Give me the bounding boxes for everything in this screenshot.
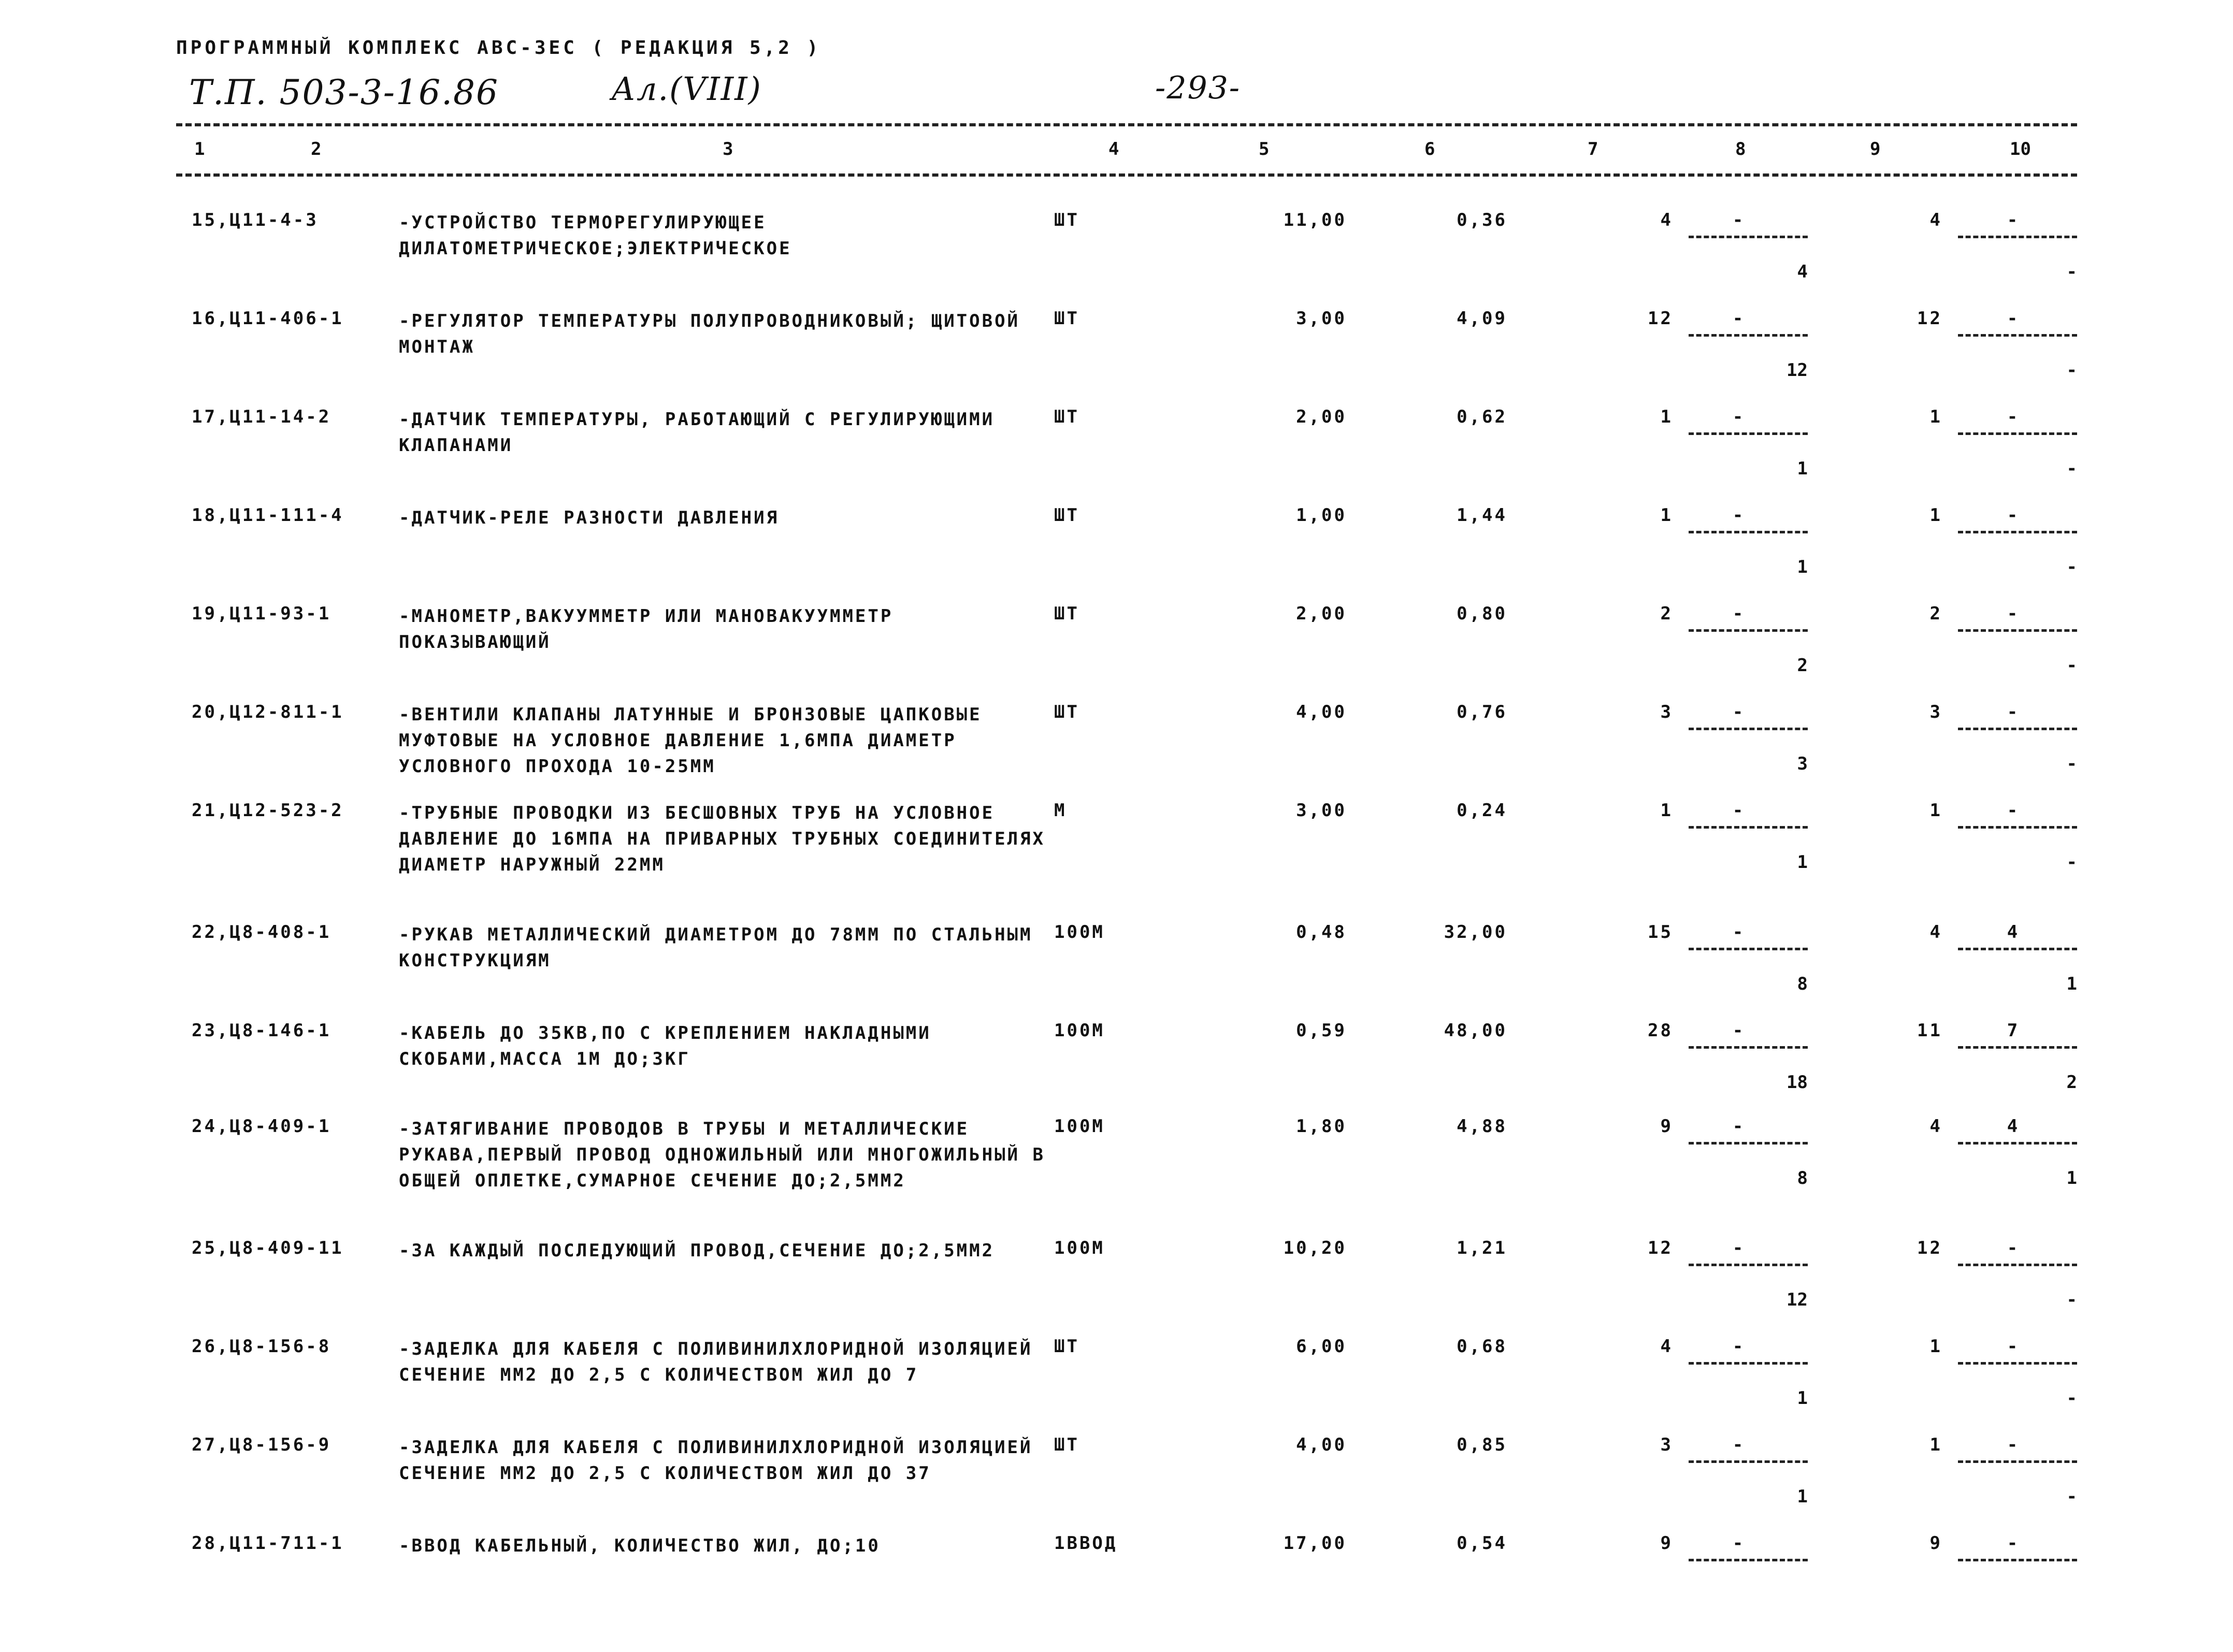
table-top-rule xyxy=(176,123,2077,126)
row-code: 19,Ц11-93-1 xyxy=(192,603,332,624)
col8-divider xyxy=(1689,948,1808,950)
col10-bottom: - xyxy=(2066,753,2077,774)
col8-divider xyxy=(1689,1559,1808,1561)
row-col6: 0,76 xyxy=(1457,702,1507,722)
col8-divider xyxy=(1689,826,1808,829)
col8-top: - xyxy=(1732,702,1744,722)
row-col5: 11,00 xyxy=(1283,210,1347,230)
column-header: 1 xyxy=(194,139,205,160)
column-header: 9 xyxy=(1870,139,1881,160)
row-col9: 1 xyxy=(1929,1336,1942,1357)
col8-top: - xyxy=(1732,505,1744,526)
row-code: 28,Ц11-711-1 xyxy=(192,1533,344,1554)
row-code: 24,Ц8-409-1 xyxy=(192,1116,332,1137)
col10-bottom: - xyxy=(2066,360,2077,381)
row-code: 18,Ц11-111-4 xyxy=(192,505,344,526)
col10-top: - xyxy=(2007,210,2018,230)
row-col7: 9 xyxy=(1660,1116,1673,1137)
col10-top: - xyxy=(2007,702,2018,722)
col8-bottom: 1 xyxy=(1797,852,1808,873)
col8-bottom: 1 xyxy=(1797,557,1808,577)
row-col5: 0,59 xyxy=(1296,1020,1347,1041)
col10-bottom: - xyxy=(2066,458,2077,479)
col8-divider xyxy=(1689,629,1808,632)
row-col5: 3,00 xyxy=(1296,800,1347,821)
col8-bottom: 8 xyxy=(1797,974,1808,994)
row-description: -ЗАДЕЛКА ДЛЯ КАБЕЛЯ С ПОЛИВИНИЛХЛОРИДНОЙ ИЗОЛЯЦИЕЙ СЕЧЕНИЕ ММ2 ДО 2,5 С КОЛИЧЕСТВОМ ЖИЛ ДО 7 xyxy=(399,1339,1033,1385)
col8-divider xyxy=(1689,1264,1808,1266)
row-col7: 15 xyxy=(1648,922,1673,943)
col10-top: - xyxy=(2007,1533,2018,1554)
row-col6: 0,62 xyxy=(1457,407,1507,427)
row-col5: 2,00 xyxy=(1296,407,1347,427)
col8-top: - xyxy=(1732,1434,1744,1455)
col10-bottom: - xyxy=(2066,655,2077,676)
col10-top: - xyxy=(2007,603,2018,624)
column-header: 4 xyxy=(1108,139,1119,160)
row-col6: 0,54 xyxy=(1457,1533,1507,1554)
row-code: 16,Ц11-406-1 xyxy=(192,308,344,329)
row-description: -УСТРОЙСТВО ТЕРМОРЕГУЛИРУЮЩЕЕ ДИЛАТОМЕТРИЧЕСКОЕ;ЭЛЕКТРИЧЕСКОЕ xyxy=(399,212,792,259)
row-col7: 4 xyxy=(1660,210,1673,230)
col8-bottom: 8 xyxy=(1797,1168,1808,1189)
column-header: 8 xyxy=(1735,139,1746,160)
col8-divider xyxy=(1689,1046,1808,1049)
col10-divider xyxy=(1958,1264,2077,1266)
col10-top: 4 xyxy=(2007,922,2018,943)
col10-divider xyxy=(1958,826,2077,829)
row-col7: 28 xyxy=(1648,1020,1673,1041)
col10-divider xyxy=(1958,432,2077,435)
row-description: -ВЕНТИЛИ КЛАПАНЫ ЛАТУННЫЕ И БРОНЗОВЫЕ ЦАПКОВЫЕ МУФТОВЫЕ НА УСЛОВНОЕ ДАВЛЕНИЕ 1,6МПА ДИАМЕТР УСЛОВНОГО ПРОХОДА 10-25ММ xyxy=(399,704,982,777)
col8-top: - xyxy=(1732,1533,1744,1554)
col8-divider xyxy=(1689,1460,1808,1463)
col10-bottom: - xyxy=(2066,262,2077,282)
row-description: -ДАТЧИК ТЕМПЕРАТУРЫ, РАБОТАЮЩИЙ С РЕГУЛИРУЮЩИМИ КЛАПАНАМИ xyxy=(399,409,995,456)
col10-divider xyxy=(1958,629,2077,632)
row-code: 27,Ц8-156-9 xyxy=(192,1434,332,1455)
row-code: 26,Ц8-156-8 xyxy=(192,1336,332,1357)
col10-bottom: - xyxy=(2066,1486,2077,1507)
row-col9: 12 xyxy=(1917,1238,1942,1258)
col8-divider xyxy=(1689,334,1808,337)
col10-bottom: - xyxy=(2066,1289,2077,1310)
row-code: 20,Ц12-811-1 xyxy=(192,702,344,722)
row-unit: 1ВВОД xyxy=(1054,1533,1118,1554)
col10-top: - xyxy=(2007,1336,2018,1357)
col8-bottom: 1 xyxy=(1797,458,1808,479)
program-header: ПРОГРАММНЫЙ КОМПЛЕКС АВС-ЗЕС ( РЕДАКЦИЯ 5,2 ) xyxy=(176,37,822,59)
row-col7: 3 xyxy=(1660,1434,1673,1455)
row-unit: 100М xyxy=(1054,922,1105,943)
row-unit: 100М xyxy=(1054,1020,1105,1041)
row-unit: М xyxy=(1054,800,1067,821)
row-col5: 17,00 xyxy=(1283,1533,1347,1554)
row-description: -РЕГУЛЯТОР ТЕМПЕРАТУРЫ ПОЛУПРОВОДНИКОВЫЙ; ЩИТОВОЙ МОНТАЖ xyxy=(399,311,1020,357)
row-col5: 10,20 xyxy=(1283,1238,1347,1258)
row-description: -КАБЕЛЬ ДО 35КВ,ПО С КРЕПЛЕНИЕМ НАКЛАДНЫМИ СКОБАМИ,МАССА 1М ДО;3КГ xyxy=(399,1023,931,1069)
row-col9: 3 xyxy=(1929,702,1942,722)
row-col5: 0,48 xyxy=(1296,922,1347,943)
row-unit: ШТ xyxy=(1054,603,1079,624)
row-description: -ТРУБНЫЕ ПРОВОДКИ ИЗ БЕСШОВНЫХ ТРУБ НА УСЛОВНОЕ ДАВЛЕНИЕ ДО 16МПА НА ПРИВАРНЫХ ТРУБНЫХ СОЕДИНИТЕЛЯХ ДИАМЕТР НАРУЖНЫЙ 22ММ xyxy=(399,803,1045,875)
column-header: 10 xyxy=(2010,139,2031,160)
col8-top: - xyxy=(1732,210,1744,230)
col8-bottom: 2 xyxy=(1797,655,1808,676)
row-col6: 4,09 xyxy=(1457,308,1507,329)
row-col5: 1,80 xyxy=(1296,1116,1347,1137)
row-col9: 11 xyxy=(1917,1020,1942,1041)
row-col9: 2 xyxy=(1929,603,1942,624)
col10-divider xyxy=(1958,948,2077,950)
row-description: -ЗА КАЖДЫЙ ПОСЛЕДУЮЩИЙ ПРОВОД,СЕЧЕНИЕ ДО;2,5ММ2 xyxy=(399,1240,995,1261)
col8-bottom: 3 xyxy=(1797,753,1808,774)
col8-divider xyxy=(1689,1362,1808,1365)
row-unit: 100М xyxy=(1054,1238,1105,1258)
row-description: -ЗАТЯГИВАНИЕ ПРОВОДОВ В ТРУБЫ И МЕТАЛЛИЧЕСКИЕ РУКАВА,ПЕРВЫЙ ПРОВОД ОДНОЖИЛЬНЫЙ ИЛИ МНОГОЖИЛЬНЫЙ В ОБЩЕЙ ОПЛЕТКЕ,СУМАРНОЕ СЕЧЕНИЕ ДО;2,5ММ2 xyxy=(399,1119,1045,1191)
col10-bottom: - xyxy=(2066,557,2077,577)
row-col7: 9 xyxy=(1660,1533,1673,1554)
row-col9: 4 xyxy=(1929,922,1942,943)
row-col7: 12 xyxy=(1648,308,1673,329)
row-code: 22,Ц8-408-1 xyxy=(192,922,332,943)
row-code: 25,Ц8-409-11 xyxy=(192,1238,344,1258)
row-unit: ШТ xyxy=(1054,702,1079,722)
col8-bottom: 1 xyxy=(1797,1486,1808,1507)
row-unit: ШТ xyxy=(1054,308,1079,329)
row-col7: 12 xyxy=(1648,1238,1673,1258)
col8-top: - xyxy=(1732,1336,1744,1357)
row-code: 21,Ц12-523-2 xyxy=(192,800,344,821)
col8-divider xyxy=(1689,531,1808,533)
row-col7: 1 xyxy=(1660,407,1673,427)
col8-top: - xyxy=(1732,800,1744,821)
row-col9: 12 xyxy=(1917,308,1942,329)
col10-divider xyxy=(1958,236,2077,238)
row-col9: 1 xyxy=(1929,1434,1942,1455)
row-col9: 1 xyxy=(1929,800,1942,821)
col10-divider xyxy=(1958,1046,2077,1049)
page-number: -293- xyxy=(1155,70,1241,106)
header-bottom-rule xyxy=(176,173,2077,177)
row-description: -ДАТЧИК-РЕЛЕ РАЗНОСТИ ДАВЛЕНИЯ xyxy=(399,508,780,528)
col10-divider xyxy=(1958,1559,2077,1561)
row-code: 17,Ц11-14-2 xyxy=(192,407,332,427)
col8-divider xyxy=(1689,1142,1808,1144)
col10-bottom: 1 xyxy=(2066,974,2077,994)
row-col5: 4,00 xyxy=(1296,702,1347,722)
row-code: 15,Ц11-4-3 xyxy=(192,210,319,230)
column-header: 3 xyxy=(723,139,733,160)
col8-top: - xyxy=(1732,308,1744,329)
row-col5: 3,00 xyxy=(1296,308,1347,329)
col8-top: - xyxy=(1732,922,1744,943)
row-col6: 0,68 xyxy=(1457,1336,1507,1357)
row-col6: 4,88 xyxy=(1457,1116,1507,1137)
row-unit: ШТ xyxy=(1054,210,1079,230)
col10-top: - xyxy=(2007,308,2018,329)
row-description: -ВВОД КАБЕЛЬНЫЙ, КОЛИЧЕСТВО ЖИЛ, ДО;10 xyxy=(399,1535,881,1556)
col8-top: - xyxy=(1732,603,1744,624)
col8-bottom: 1 xyxy=(1797,1388,1808,1409)
column-header: 5 xyxy=(1259,139,1270,160)
row-col7: 2 xyxy=(1660,603,1673,624)
col8-top: - xyxy=(1732,1238,1744,1258)
column-header: 2 xyxy=(311,139,322,160)
col10-bottom: 1 xyxy=(2066,1168,2077,1189)
col8-bottom: 18 xyxy=(1787,1072,1808,1093)
col8-top: - xyxy=(1732,1020,1744,1041)
col10-top: 7 xyxy=(2007,1020,2018,1041)
row-col6: 1,44 xyxy=(1457,505,1507,526)
row-col9: 1 xyxy=(1929,505,1942,526)
column-header: 7 xyxy=(1588,139,1598,160)
col8-divider xyxy=(1689,236,1808,238)
row-col5: 4,00 xyxy=(1296,1434,1347,1455)
col8-bottom: 4 xyxy=(1797,262,1808,282)
row-col9: 9 xyxy=(1929,1533,1942,1554)
row-code: 23,Ц8-146-1 xyxy=(192,1020,332,1041)
col10-top: - xyxy=(2007,1238,2018,1258)
row-col6: 0,85 xyxy=(1457,1434,1507,1455)
row-col5: 1,00 xyxy=(1296,505,1347,526)
col8-top: - xyxy=(1732,407,1744,427)
document-number: Т.П. 503-3-16.86 xyxy=(189,73,499,112)
row-col6: 48,00 xyxy=(1444,1020,1507,1041)
row-col7: 1 xyxy=(1660,505,1673,526)
row-col7: 4 xyxy=(1660,1336,1673,1357)
col10-top: - xyxy=(2007,1434,2018,1455)
row-col6: 0,80 xyxy=(1457,603,1507,624)
row-col6: 1,21 xyxy=(1457,1238,1507,1258)
col10-top: - xyxy=(2007,505,2018,526)
row-description: -РУКАВ МЕТАЛЛИЧЕСКИЙ ДИАМЕТРОМ ДО 78ММ ПО СТАЛЬНЫМ КОНСТРУКЦИЯМ xyxy=(399,924,1033,971)
col8-divider xyxy=(1689,432,1808,435)
row-col6: 32,00 xyxy=(1444,922,1507,943)
column-header: 6 xyxy=(1424,139,1435,160)
col10-divider xyxy=(1958,334,2077,337)
row-col9: 4 xyxy=(1929,1116,1942,1137)
row-col7: 3 xyxy=(1660,702,1673,722)
row-unit: ШТ xyxy=(1054,1434,1079,1455)
row-unit: ШТ xyxy=(1054,407,1079,427)
col10-divider xyxy=(1958,1362,2077,1365)
col8-top: - xyxy=(1732,1116,1744,1137)
col8-divider xyxy=(1689,728,1808,730)
album-number: Ал.(VIII) xyxy=(611,70,762,108)
col8-bottom: 12 xyxy=(1787,360,1808,381)
row-col9: 4 xyxy=(1929,210,1942,230)
row-col6: 0,36 xyxy=(1457,210,1507,230)
col10-bottom: - xyxy=(2066,1388,2077,1409)
row-unit: ШТ xyxy=(1054,505,1079,526)
col10-divider xyxy=(1958,531,2077,533)
col10-top: - xyxy=(2007,800,2018,821)
row-description: -ЗАДЕЛКА ДЛЯ КАБЕЛЯ С ПОЛИВИНИЛХЛОРИДНОЙ ИЗОЛЯЦИЕЙ СЕЧЕНИЕ ММ2 ДО 2,5 С КОЛИЧЕСТВОМ ЖИЛ ДО 37 xyxy=(399,1437,1033,1484)
row-unit: ШТ xyxy=(1054,1336,1079,1357)
row-description: -МАНОМЕТР,ВАКУУММЕТР ИЛИ МАНОВАКУУММЕТР ПОКАЗЫВАЮЩИЙ xyxy=(399,606,894,653)
row-col6: 0,24 xyxy=(1457,800,1507,821)
row-col5: 2,00 xyxy=(1296,603,1347,624)
row-col7: 1 xyxy=(1660,800,1673,821)
col10-top: 4 xyxy=(2007,1116,2018,1137)
row-unit: 100М xyxy=(1054,1116,1105,1137)
col10-bottom: - xyxy=(2066,852,2077,873)
col10-top: - xyxy=(2007,407,2018,427)
col10-divider xyxy=(1958,728,2077,730)
row-col5: 6,00 xyxy=(1296,1336,1347,1357)
col10-divider xyxy=(1958,1460,2077,1463)
col10-bottom: 2 xyxy=(2066,1072,2077,1093)
col8-bottom: 12 xyxy=(1787,1289,1808,1310)
col10-divider xyxy=(1958,1142,2077,1144)
row-col9: 1 xyxy=(1929,407,1942,427)
